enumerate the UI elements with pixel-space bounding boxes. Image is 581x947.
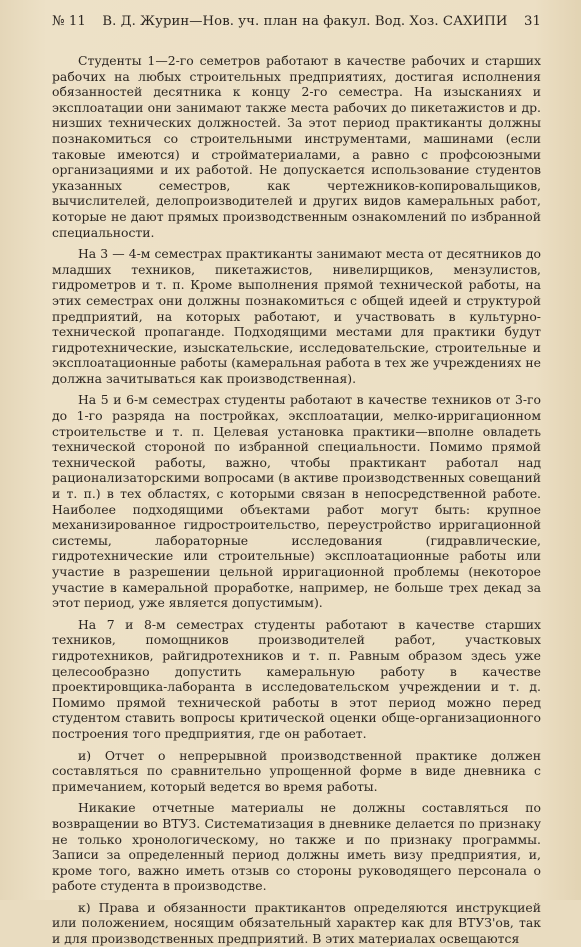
paragraph: На 7 и 8-м семестрах студенты работают в качестве старших техников, помощников производителей работ, участковых гидротехников, райгидротехников и т. п. Равным образом здесь уже целесообразно допустить камеральную работу в качестве проектировщика-лаборанта в исследовательском учреждении и т. д. Помимо прямой технической работы в этот период можно перед студентом ставить вопросы критической оценки обще-организационного построения того предприятия, где он работает. bbox=[52, 616, 541, 741]
paragraph: Никакие отчетные материалы не должны составляться по возвращении во ВТУЗ. Систематизация в дневнике делается по признаку не только хронологическому, но также и по признаку программы. Записи за определенный период должны иметь визу предприятия, и, кроме того, важно иметь отзыв со стороны руководящего персонала о работе студента в производстве. bbox=[52, 800, 541, 894]
paragraph: Студенты 1—2-го семетров работают в качестве рабочих и старших рабочих на любых строительных предприятиях, достигая исполнения обязанностей десятника к концу 2-го семестра. На изысканиях и эксплоатации они занимают также места рабочих до пикетажистов и др. низших технических должностей. За этот период практиканты должны познакомиться со строительными инструментами, машинами (если таковые имеются) и стройматериалами, а равно с профсоюзными организациями и их работой. Не допускается использование студентов указанных семестров, как чертежников-копировальщиков, вычислителей, делопроизводителей и других видов камеральных работ, которые не дают прямых производственным ознакомлений по избранной специальности. bbox=[52, 53, 541, 240]
paragraph: На 3 — 4-м семестрах практиканты занимают места от десятников до младших техников, пикетажистов, нивелирщиков, мензулистов, гидрометров и т. п. Кроме выполнения прямой технической работы, на этих семестрах они должны познакомиться с общей идеей и структурой предприятий, на которых работают, и участвовать в культурно-технической пропаганде. Подходящими местами для практики будут гидротехнические, изыскательские, исследовательские, строительные и эксплоатационные работы (камеральная работа в тех же учреждениях не должна зачитываться как производственная). bbox=[52, 246, 541, 386]
running-title: В. Д. Журин—Нов. уч. план на факул. Вод. Хоз. САХИПИ bbox=[102, 14, 508, 29]
page-number: 31 bbox=[524, 14, 541, 29]
body-text bbox=[52, 53, 541, 947]
paragraph: На 5 и 6-м семестрах студенты работают в качестве техников от 3-го до 1-го разряда на постройках, эксплоатации, мелко-ирригационном строительстве и т. п. Целевая установка практики—вполне овладеть технической стороной по избранной специальности. Помимо прямой технической работы, важно, чтобы практикант работал над рационализаторскими вопросами (в активе производственных совещаний и т. п.) в тех областях, с которыми связан в непосредственной работе. Наиболее подходящими объектами работ могут быть: крупное механизированное гидростроительство, переустройство ирригационной системы, лабораторные исследования (гидравлические, гидротехнические или строительные) эксплоатационные работы или участие в разрешении цельной ирригационной проблемы (некоторое участие в камеральной проработке, например, не больше трех декад за этот период, уже является допустимым). bbox=[52, 392, 541, 611]
paragraph: к) Права и обязанности практикантов определяются инструкцией или положением, носящим обязательный характер как для ВТУЗ'ов, так и для производственных предприятий. В этих материалах освещаются bbox=[52, 899, 541, 947]
page-header bbox=[52, 14, 541, 35]
paragraph: и) Отчет о непрерывной производственной практике должен составляться по сравнительно упрощенной форме в виде дневника с примечанием, который ведется во время работы. bbox=[52, 747, 541, 794]
issue-number: № 11 bbox=[52, 14, 86, 29]
